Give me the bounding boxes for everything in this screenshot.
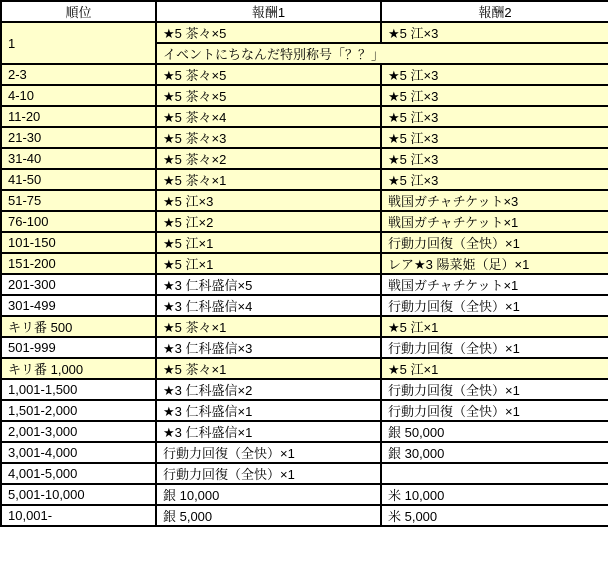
- table-row: [1, 148, 608, 169]
- reward1-cell: 銀 5,000: [156, 505, 381, 526]
- header-row: [1, 1, 608, 22]
- table-row: [1, 442, 608, 463]
- rank-cell: 1: [1, 22, 156, 64]
- reward2-cell: 行動力回復（全快）×1: [381, 295, 608, 316]
- reward1-cell: ★5 茶々×2: [156, 148, 381, 169]
- table-row: [1, 358, 608, 379]
- reward2-cell: 行動力回復（全快）×1: [381, 337, 608, 358]
- reward1-cell: ★5 茶々×1: [156, 358, 381, 379]
- rank-cell: 5,001-10,000: [1, 484, 156, 505]
- reward2-cell: 銀 50,000: [381, 421, 608, 442]
- table-row: [1, 169, 608, 190]
- reward2-cell: 戦国ガチャチケット×3: [381, 190, 608, 211]
- rank-cell: 2-3: [1, 64, 156, 85]
- reward1-cell: ★3 仁科盛信×1: [156, 421, 381, 442]
- reward1-cell: ★3 仁科盛信×3: [156, 337, 381, 358]
- reward1-cell: ★5 江×1: [156, 253, 381, 274]
- rank-cell: 1,501-2,000: [1, 400, 156, 421]
- rank-cell: 21-30: [1, 127, 156, 148]
- reward1-cell: ★5 茶々×4: [156, 106, 381, 127]
- table-row: [1, 463, 608, 484]
- table-row: [1, 211, 608, 232]
- header-reward2: 報酬2: [381, 1, 608, 22]
- rank1-row-top: [1, 22, 608, 43]
- reward2-cell: ★5 江×3: [381, 169, 608, 190]
- rank-cell: 10,001-: [1, 505, 156, 526]
- reward1-cell: ★5 茶々×5: [156, 22, 381, 43]
- reward1-cell: ★5 茶々×5: [156, 64, 381, 85]
- reward1-cell: ★5 江×2: [156, 211, 381, 232]
- table-row: [1, 337, 608, 358]
- table-row: [1, 253, 608, 274]
- rank-cell: 31-40: [1, 148, 156, 169]
- reward2-cell: 行動力回復（全快）×1: [381, 379, 608, 400]
- table-row: [1, 64, 608, 85]
- table-header: [1, 1, 608, 22]
- rank-cell: キリ番 500: [1, 316, 156, 337]
- rank-cell: 501-999: [1, 337, 156, 358]
- table-row: [1, 379, 608, 400]
- reward2-cell: 戦国ガチャチケット×1: [381, 274, 608, 295]
- reward1-cell: ★5 茶々×3: [156, 127, 381, 148]
- reward2-cell: ★5 江×3: [381, 148, 608, 169]
- reward1-cell: ★3 仁科盛信×2: [156, 379, 381, 400]
- reward2-cell: ★5 江×3: [381, 22, 608, 43]
- table-row: [1, 400, 608, 421]
- rank-cell: 101-150: [1, 232, 156, 253]
- reward1-cell: ★3 仁科盛信×4: [156, 295, 381, 316]
- reward1-cell: ★5 茶々×1: [156, 169, 381, 190]
- table-row: [1, 484, 608, 505]
- ranking-table-body: [1, 22, 608, 526]
- special-title-cell: イベントにちなんだ特別称号「？？」: [156, 43, 608, 64]
- table-row: [1, 421, 608, 442]
- reward2-cell: 米 5,000: [381, 505, 608, 526]
- rank-cell: 3,001-4,000: [1, 442, 156, 463]
- rank-cell: 301-499: [1, 295, 156, 316]
- table-row: [1, 505, 608, 526]
- rank-cell: 41-50: [1, 169, 156, 190]
- table-row: [1, 316, 608, 337]
- table-row: [1, 106, 608, 127]
- reward2-cell: 米 10,000: [381, 484, 608, 505]
- reward2-cell: ★5 江×3: [381, 106, 608, 127]
- reward2-cell: ★5 江×1: [381, 316, 608, 337]
- rank-cell: 11-20: [1, 106, 156, 127]
- reward1-cell: ★3 仁科盛信×1: [156, 400, 381, 421]
- reward2-cell: ★5 江×3: [381, 85, 608, 106]
- reward1-cell: 行動力回復（全快）×1: [156, 442, 381, 463]
- rank-cell: 51-75: [1, 190, 156, 211]
- reward1-cell: ★3 仁科盛信×5: [156, 274, 381, 295]
- reward2-cell: ★5 江×3: [381, 127, 608, 148]
- table-row: [1, 127, 608, 148]
- reward1-cell: ★5 茶々×1: [156, 316, 381, 337]
- reward2-cell: ★5 江×1: [381, 358, 608, 379]
- table-row: [1, 190, 608, 211]
- reward1-cell: ★5 江×1: [156, 232, 381, 253]
- reward2-cell: レア★3 陽菜姫（足）×1: [381, 253, 608, 274]
- rank-cell: 76-100: [1, 211, 156, 232]
- rank-cell: 4-10: [1, 85, 156, 106]
- rank-cell: キリ番 1,000: [1, 358, 156, 379]
- rank-cell: 2,001-3,000: [1, 421, 156, 442]
- reward1-cell: 行動力回復（全快）×1: [156, 463, 381, 484]
- reward2-cell: [381, 463, 608, 484]
- rank-cell: 4,001-5,000: [1, 463, 156, 484]
- reward2-cell: 戦国ガチャチケット×1: [381, 211, 608, 232]
- reward2-cell: 行動力回復（全快）×1: [381, 400, 608, 421]
- rank-cell: 201-300: [1, 274, 156, 295]
- table-row: [1, 295, 608, 316]
- table-row: [1, 85, 608, 106]
- reward1-cell: ★5 江×3: [156, 190, 381, 211]
- reward1-cell: ★5 茶々×5: [156, 85, 381, 106]
- reward2-cell: 行動力回復（全快）×1: [381, 232, 608, 253]
- reward1-cell: 銀 10,000: [156, 484, 381, 505]
- rank-cell: 151-200: [1, 253, 156, 274]
- table-row: [1, 274, 608, 295]
- header-rank: 順位: [1, 1, 156, 22]
- reward2-cell: ★5 江×3: [381, 64, 608, 85]
- table-row: [1, 232, 608, 253]
- header-reward1: 報酬1: [156, 1, 381, 22]
- reward2-cell: 銀 30,000: [381, 442, 608, 463]
- rank-cell: 1,001-1,500: [1, 379, 156, 400]
